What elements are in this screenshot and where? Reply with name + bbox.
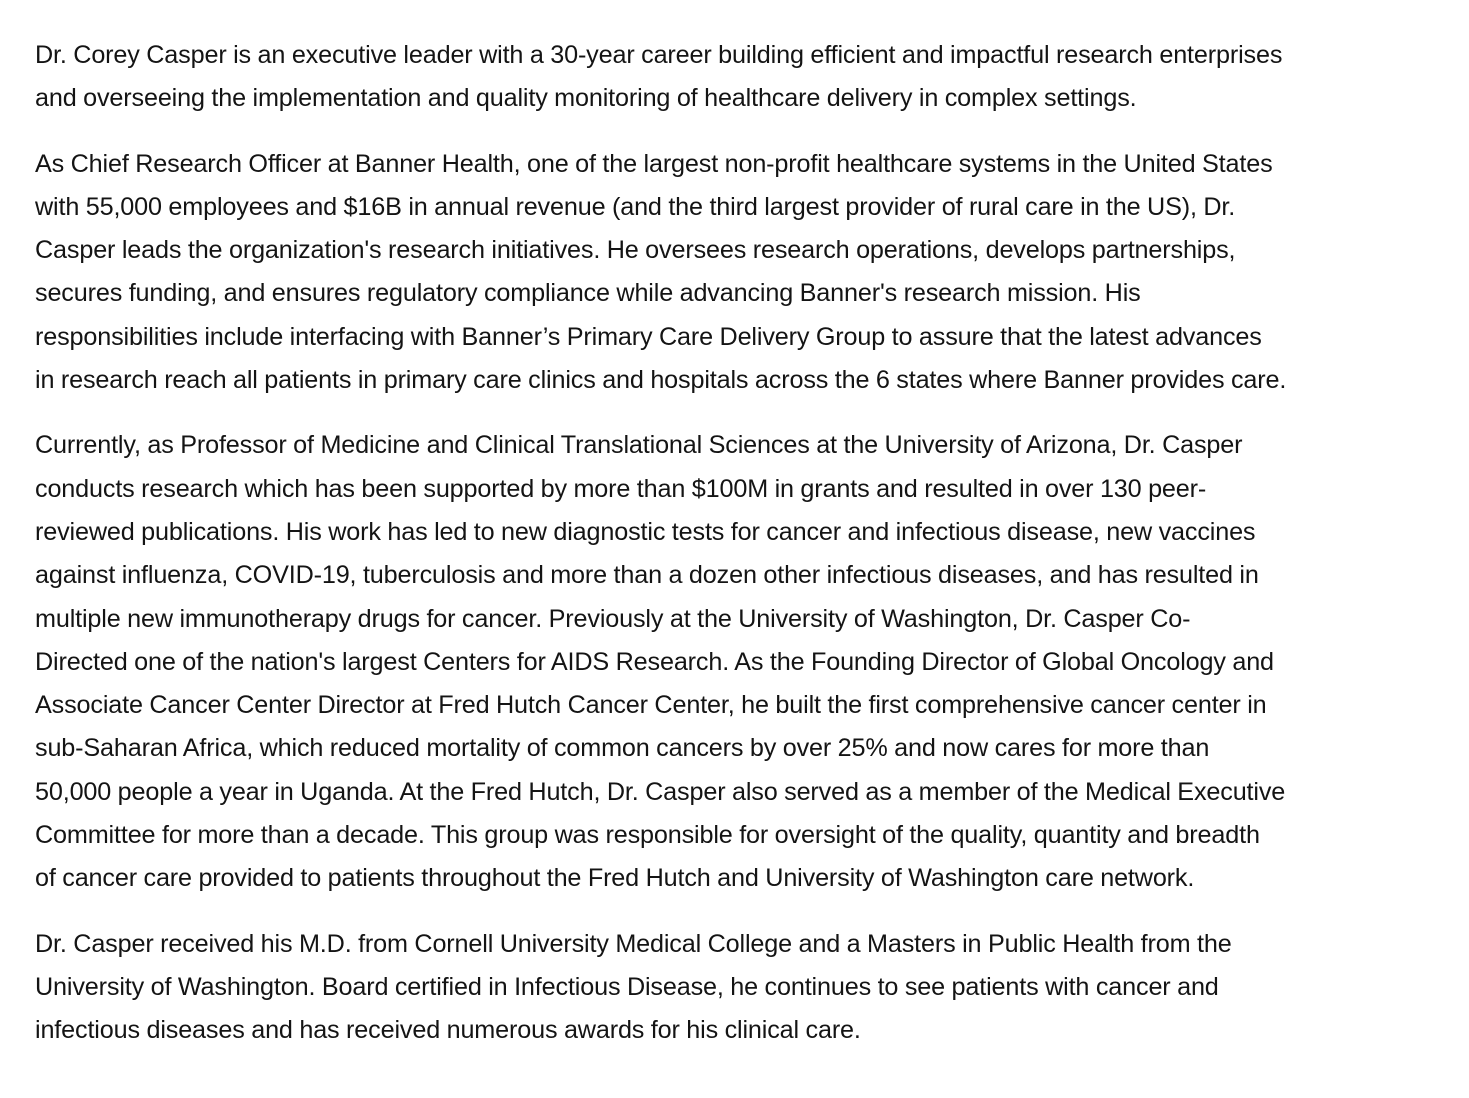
text-line: Dr. Corey Casper is an executive leader with a 30-year career building efficient and impactful research enterprises bbox=[35, 41, 1283, 69]
biography-document bbox=[35, 34, 1447, 1075]
text-line: Associate Cancer Center Director at Fred Hutch Cancer Center, he built the first comprehensive cancer center in bbox=[35, 691, 1267, 720]
text-line: sub-Saharan Africa, which reduced mortality of common cancers by over 25% and now cares for more than bbox=[35, 734, 1210, 763]
text-line: reviewed publications. His work has led to new diagnostic tests for cancer and infectious disease, new vaccines bbox=[35, 517, 1256, 546]
text-line: and overseeing the implementation and quality monitoring of healthcare delivery in complex settings. bbox=[35, 84, 1137, 113]
text-line: against influenza, COVID-19, tuberculosis and more than a dozen other infectious diseases, and has resulted in bbox=[35, 561, 1259, 590]
text-line: University of Washington. Board certified in Infectious Disease, he continues to see patients with cancer and bbox=[35, 972, 1219, 1001]
text-line: Casper leads the organization's research initiatives. He oversees research operations, develops partnerships, bbox=[35, 236, 1236, 265]
text-line: in research reach all patients in primary care clinics and hospitals across the 6 states where Banner provides care. bbox=[35, 366, 1287, 395]
text-line: As Chief Research Officer at Banner Health, one of the largest non-profit healthcare systems in the United States bbox=[35, 149, 1273, 178]
paragraph-education bbox=[35, 923, 1447, 1053]
text-line: Committee for more than a decade. This group was responsible for oversight of the quality, quantity and breadth bbox=[35, 821, 1260, 850]
text-line: 50,000 people a year in Uganda. At the Fred Hutch, Dr. Casper also served as a member of the Medical Executive bbox=[35, 777, 1286, 806]
text-line: multiple new immunotherapy drugs for cancer. Previously at the University of Washington, Dr. Casper Co- bbox=[35, 604, 1191, 633]
text-line: conducts research which has been supported by more than $100M in grants and resulted in over 130 peer- bbox=[35, 474, 1207, 503]
paragraph-research-career bbox=[35, 424, 1447, 900]
text-line: Directed one of the nation's largest Centers for AIDS Research. As the Founding Director of Global Oncology and bbox=[35, 647, 1274, 676]
text-line: of cancer care provided to patients throughout the Fred Hutch and University of Washington care network. bbox=[35, 864, 1195, 893]
paragraph-banner-health bbox=[35, 143, 1447, 403]
text-line: with 55,000 employees and $16B in annual revenue (and the third largest provider of rural care in the US), Dr. bbox=[35, 192, 1236, 221]
text-line: Currently, as Professor of Medicine and Clinical Translational Sciences at the University of Arizona, Dr. Casper bbox=[35, 431, 1243, 460]
text-line: secures funding, and ensures regulatory compliance while advancing Banner's research mission. His bbox=[35, 279, 1141, 308]
paragraph-executive-summary bbox=[35, 34, 1447, 121]
text-line: responsibilities include interfacing with Banner’s Primary Care Delivery Group to assure that the latest advances bbox=[35, 322, 1262, 351]
text-line: infectious diseases and has received numerous awards for his clinical care. bbox=[35, 1016, 861, 1045]
text-line: Dr. Casper received his M.D. from Cornell University Medical College and a Masters in Public Health from the bbox=[35, 929, 1232, 958]
